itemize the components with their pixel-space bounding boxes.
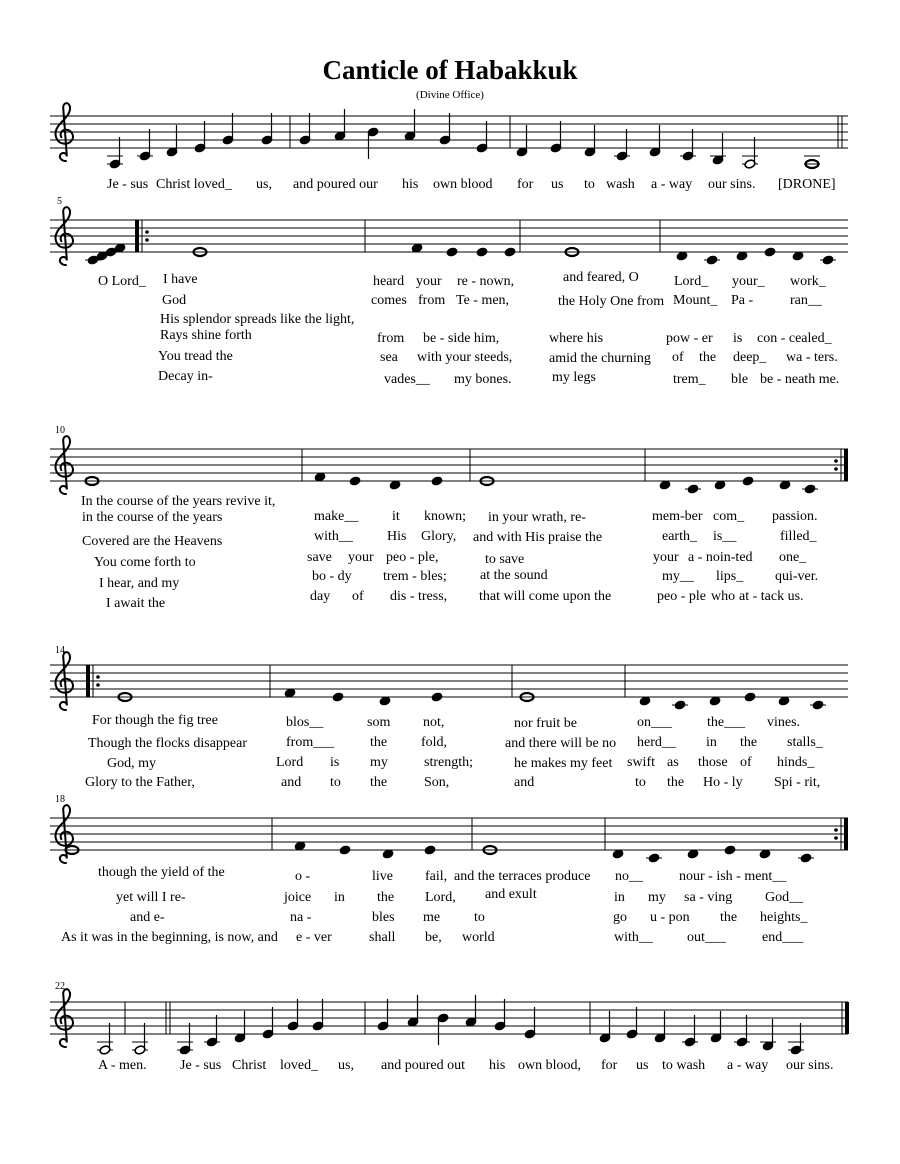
lyric: Covered are the Heavens — [82, 534, 223, 549]
lyric: and — [281, 775, 302, 790]
lyric: Rays shine forth — [160, 328, 252, 343]
repeat-dot — [834, 459, 838, 463]
lyric: from — [418, 293, 446, 308]
lyric: vines. — [767, 715, 801, 730]
quarter-note — [812, 700, 824, 710]
quarter-note — [744, 692, 756, 702]
quarter-note — [424, 845, 436, 855]
lyric: known; — [424, 509, 466, 524]
lyric: those — [698, 755, 728, 770]
repeat-dot — [96, 683, 100, 687]
repeat-dot — [834, 828, 838, 832]
lyric: and poured our — [293, 177, 378, 192]
lyric: be - neath me. — [760, 372, 840, 387]
lyric: Son, — [424, 775, 450, 790]
quarter-note — [674, 700, 686, 710]
lyric: vades__ — [384, 372, 430, 387]
lyric: your — [416, 274, 442, 289]
lyric: from — [377, 331, 405, 346]
lyric: end___ — [762, 930, 804, 945]
lyric: You come forth to — [94, 555, 196, 570]
lyric: one_ — [779, 550, 807, 565]
lyric: in — [706, 735, 717, 750]
lyric: own blood, — [518, 1058, 581, 1073]
lyric: loved_ — [280, 1058, 319, 1073]
lyric: my legs — [552, 370, 596, 385]
lyric: us, — [338, 1058, 354, 1073]
lyric: the — [720, 910, 738, 925]
quarter-note — [332, 692, 344, 702]
lyric: bo - dy — [312, 569, 352, 584]
lyric: Decay in- — [158, 369, 213, 384]
lyric: in — [614, 890, 625, 905]
lyric: to — [584, 177, 595, 192]
lyric: is — [330, 755, 340, 770]
lyric: Je - sus — [107, 177, 149, 192]
quarter-note — [764, 247, 776, 257]
lyric: nour - ish - ment__ — [679, 869, 787, 884]
lyric: his — [402, 177, 419, 192]
system-5-lyrics — [61, 865, 808, 945]
lyric: work_ — [790, 274, 826, 289]
lyric: His splendor spreads like the light, — [160, 312, 355, 327]
lyric: though the yield of the — [98, 865, 225, 880]
lyric: the — [740, 735, 758, 750]
system-1-lyrics — [107, 177, 836, 192]
lyric: as — [667, 755, 679, 770]
lyric: where his — [549, 331, 604, 346]
lyric: day — [310, 589, 331, 604]
lyric: wash — [606, 177, 635, 192]
title: Canticle of Habakkuk — [322, 55, 578, 85]
lyric: pow - er — [666, 331, 713, 346]
lyric: Lord — [276, 755, 304, 770]
lyric: me — [423, 910, 441, 925]
lyric: passion. — [772, 509, 818, 524]
lyric: it — [392, 509, 400, 524]
quarter-note — [724, 845, 736, 855]
lyric: my — [370, 755, 388, 770]
lyric: God, my — [107, 756, 156, 771]
quarter-note — [431, 692, 443, 702]
quarter-note — [804, 484, 816, 494]
lyric: he makes my feet — [514, 756, 613, 771]
lyric: the — [377, 890, 395, 905]
lyric: swift — [627, 755, 655, 770]
lyric: our sins. — [786, 1058, 834, 1073]
lyric: Glory, — [421, 529, 457, 544]
lyric: the___ — [707, 715, 746, 730]
lyric: I await the — [106, 596, 166, 611]
repeat-end — [844, 818, 848, 850]
lyric: Glory to the Father, — [85, 775, 195, 790]
lyric: to wash — [662, 1058, 706, 1073]
lyric: strength; — [424, 755, 473, 770]
lyric: [DRONE] — [778, 177, 836, 192]
lyric: comes — [371, 293, 407, 308]
quarter-note — [706, 255, 718, 265]
repeat-dot — [834, 467, 838, 471]
measure-number: 18 — [55, 794, 65, 805]
lyric: us, — [256, 177, 272, 192]
lyric: his — [489, 1058, 506, 1073]
lyric: e - ver — [296, 930, 332, 945]
lyric: fold, — [421, 735, 448, 750]
lyric: o - — [295, 869, 311, 884]
lyric: a - way — [651, 177, 693, 192]
lyric: the — [370, 735, 388, 750]
measure-number: 10 — [55, 425, 65, 436]
quarter-note — [431, 476, 443, 486]
lyric: ran__ — [790, 293, 822, 308]
quarter-note — [687, 484, 699, 494]
lyric: wa - ters. — [786, 350, 838, 365]
quarter-note — [504, 247, 516, 257]
lyric: shall — [369, 930, 396, 945]
lyric: ble — [731, 372, 749, 387]
lyric: dis - tress, — [390, 589, 448, 604]
lyric: Ho - ly — [703, 775, 743, 790]
lyric: nor fruit be — [514, 716, 577, 731]
lyric: Christ — [232, 1058, 267, 1073]
lyric: your — [348, 550, 374, 565]
lyric: As it was in the beginning, is now, and — [61, 930, 278, 945]
lyric: His — [387, 529, 407, 544]
lyric: trem_ — [673, 372, 706, 387]
system-3-lyrics — [81, 494, 818, 611]
lyric: peo - ple — [657, 589, 706, 604]
lyric: som — [367, 715, 391, 730]
lyric: with your steeds, — [417, 350, 513, 365]
lyric: us — [636, 1058, 649, 1073]
lyric: herd__ — [637, 735, 676, 750]
lyric: sea — [380, 350, 398, 365]
repeat-dot — [145, 238, 149, 242]
lyric: You tread the — [158, 349, 233, 364]
measure-number: 14 — [55, 645, 65, 656]
lyric: and feared, O — [563, 270, 639, 285]
lyric: Spi - rit, — [774, 775, 821, 790]
lyric: your — [653, 550, 679, 565]
lyric: earth_ — [662, 529, 697, 544]
lyric: deep_ — [733, 350, 767, 365]
quarter-note — [339, 845, 351, 855]
lyric: I have — [163, 272, 198, 287]
lyric: the Holy One from — [558, 294, 665, 309]
lyric: of — [740, 755, 752, 770]
lyric: God__ — [765, 890, 804, 905]
lyric: to — [635, 775, 646, 790]
lyric: mem-ber — [652, 509, 703, 524]
lyric: Mount_ — [673, 293, 718, 308]
quarter-note — [476, 247, 488, 257]
quarter-note — [446, 247, 458, 257]
lyric: Though the flocks disappear — [88, 736, 248, 751]
quarter-note — [648, 853, 660, 863]
lyric: fail, — [425, 869, 448, 884]
system-4-lyrics — [85, 713, 824, 790]
lyric: is__ — [713, 529, 737, 544]
lyric: a - noin-ted — [688, 550, 753, 565]
lyric: for — [517, 177, 534, 192]
lyric: with__ — [314, 529, 353, 544]
lyric: O Lord_ — [98, 274, 146, 289]
lyric: stalls_ — [787, 735, 823, 750]
lyric: us — [551, 177, 564, 192]
lyric: For though the fig tree — [92, 713, 218, 728]
lyric: is — [733, 331, 743, 346]
lyric: your_ — [732, 274, 765, 289]
lyric: in the course of the years — [82, 510, 223, 525]
lyric: heights_ — [760, 910, 808, 925]
quarter-note — [349, 476, 361, 486]
repeat-start — [86, 665, 90, 697]
lyric: and the terraces produce — [454, 869, 591, 884]
lyric: and — [514, 775, 535, 790]
lyric: bles — [372, 910, 395, 925]
lyric: sa - ving — [684, 890, 733, 905]
lyric: from___ — [286, 735, 335, 750]
repeat-dot — [96, 675, 100, 679]
lyric: to — [474, 910, 485, 925]
system-6-lyrics — [98, 1058, 833, 1073]
lyric: God — [162, 293, 187, 308]
repeat-start — [135, 220, 139, 252]
lyric: to save — [485, 552, 525, 567]
lyric: the — [370, 775, 388, 790]
lyric: and with His praise the — [473, 530, 603, 545]
lyric: trem - bles; — [383, 569, 447, 584]
lyric: na - — [290, 910, 312, 925]
lyric: at - tack us. — [739, 589, 804, 604]
lyric: blos__ — [286, 715, 324, 730]
lyric: my__ — [662, 569, 694, 584]
lyric: with__ — [614, 930, 653, 945]
lyric: Lord, — [425, 890, 456, 905]
lyric: in your wrath, re- — [488, 510, 586, 525]
lyric: heard — [373, 274, 405, 289]
lyric: u - pon — [650, 910, 690, 925]
lyric: In the course of the years revive it, — [81, 494, 276, 509]
lyric: the — [699, 350, 717, 365]
lyric: go — [613, 910, 627, 925]
lyric: and poured out — [381, 1058, 465, 1073]
lyric: who — [711, 589, 736, 604]
lyric: not, — [423, 715, 445, 730]
final-barline — [845, 1002, 849, 1034]
lyric: for — [601, 1058, 618, 1073]
lyric: live — [372, 869, 393, 884]
lyric: save — [307, 550, 332, 565]
lyric: that will come upon the — [479, 589, 612, 604]
measure-number: 5 — [57, 196, 62, 207]
lyric: Te - men, — [456, 293, 510, 308]
lyric: my bones. — [454, 372, 512, 387]
lyric: on___ — [637, 715, 672, 730]
lyric: and exult — [485, 887, 537, 902]
lyric: amid the churning — [549, 351, 651, 366]
repeat-dot — [834, 836, 838, 840]
lyric: in — [334, 890, 345, 905]
lyric: my — [648, 890, 666, 905]
lyric: yet will I re- — [116, 890, 186, 905]
repeat-dot — [145, 230, 149, 234]
lyric: our sins. — [708, 177, 756, 192]
lyric: the — [667, 775, 685, 790]
lyric: Lord_ — [674, 274, 709, 289]
lyric: be - side him, — [423, 331, 500, 346]
quarter-note — [800, 853, 812, 863]
lyric: qui-ver. — [775, 569, 819, 584]
lyric: Christ loved_ — [156, 177, 232, 192]
lyric: A - men. — [98, 1058, 147, 1073]
lyric: of — [672, 350, 684, 365]
lyric: a - way — [727, 1058, 769, 1073]
lyric: at the sound — [480, 568, 548, 583]
subtitle: (Divine Office) — [416, 89, 484, 101]
lyric: I hear, and my — [99, 576, 180, 591]
lyric: world — [462, 930, 495, 945]
lyric: own blood — [433, 177, 493, 192]
lyric: and there will be no — [505, 736, 617, 751]
lyric: make__ — [314, 509, 359, 524]
lyric: be, — [425, 930, 442, 945]
lyric: no__ — [615, 869, 643, 884]
lyric: Pa - — [731, 293, 754, 308]
lyric: lips_ — [716, 569, 744, 584]
lyric: Je - sus — [180, 1058, 222, 1073]
lyric: peo - ple, — [386, 550, 439, 565]
lyric: re - nown, — [457, 274, 515, 289]
repeat-end — [844, 449, 848, 481]
quarter-note — [822, 255, 834, 265]
lyric: filled_ — [780, 529, 817, 544]
lyric: out___ — [687, 930, 726, 945]
measure-number: 22 — [55, 981, 65, 992]
lyric: com_ — [713, 509, 745, 524]
lyric: to — [330, 775, 341, 790]
lyric: of — [352, 589, 364, 604]
lyric: joice — [284, 890, 312, 905]
lyric: con - cealed_ — [757, 331, 832, 346]
quarter-note — [742, 476, 754, 486]
system-2-lyrics — [98, 270, 839, 387]
lyric: hinds_ — [777, 755, 815, 770]
lyric: and e- — [130, 910, 165, 925]
